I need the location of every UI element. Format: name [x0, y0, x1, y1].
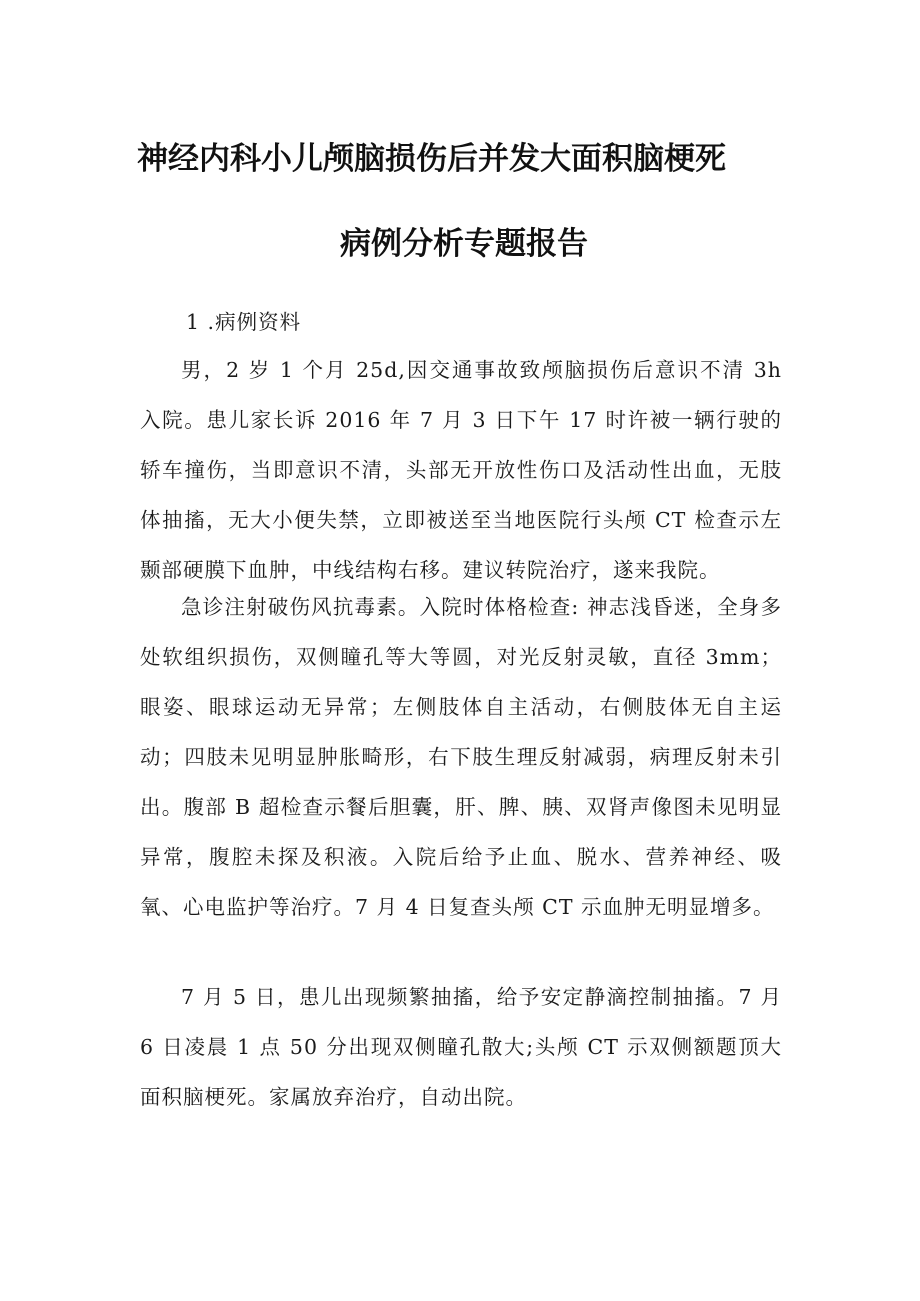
paragraph-admission-history: 男，2 岁 1 个月 25d,因交通事故致颅脑损伤后意识不清 3h 入院。患儿家长诉 2016 年 7 月 3 日下午 17 时许被一辆行驶的轿车撞伤，当即意识不清，头部无开放性伤口及活动性出血，无肢体抽搐，无大小便失禁，立即被送至当地医院行头颅 CT 检查示左颞部硬膜下血肿，中线结构右移。建议转院治疗，遂来我院。 [140, 358, 782, 582]
paragraph-outcome: 7 月 5 日，患儿出现频繁抽搐，给予安定静滴控制抽搐。7 月 6 日凌晨 1 点 50 分出现双侧瞳孔散大;头颅 CT 示双侧额题顶大面积脑梗死。家属放弃治疗，自动出院。 [140, 985, 782, 1109]
paragraph-physical-exam-treatment: 急诊注射破伤风抗毒素。入院时体格检查: 神志浅昏迷，全身多处软组织损伤，双侧瞳孔等大等圆，对光反射灵敏，直径 3mm；眼姿、眼球运动无异常；左侧肢体自主活动，右侧肢体无自主运动；四肢未见明显肿胀畸形，右下肢生理反射减弱，病理反射未引出。腹部 B 超检查示餐后胆囊，肝、脾、胰、双肾声像图未见明显异常，腹腔未探及积液。入院后给予止血、脱水、营养神经、吸氧、心电监护等治疗。7 月 4 日复查头颅 CT 示血肿无明显增多。 [140, 595, 782, 919]
document-title-line-2: 病例分析专题报告 [340, 226, 588, 262]
section-heading-case-data: 1 .病例资料 [186, 310, 302, 334]
document-title-line-1: 神经内科小儿颅脑损伤后并发大面积脑梗死 [137, 141, 726, 177]
